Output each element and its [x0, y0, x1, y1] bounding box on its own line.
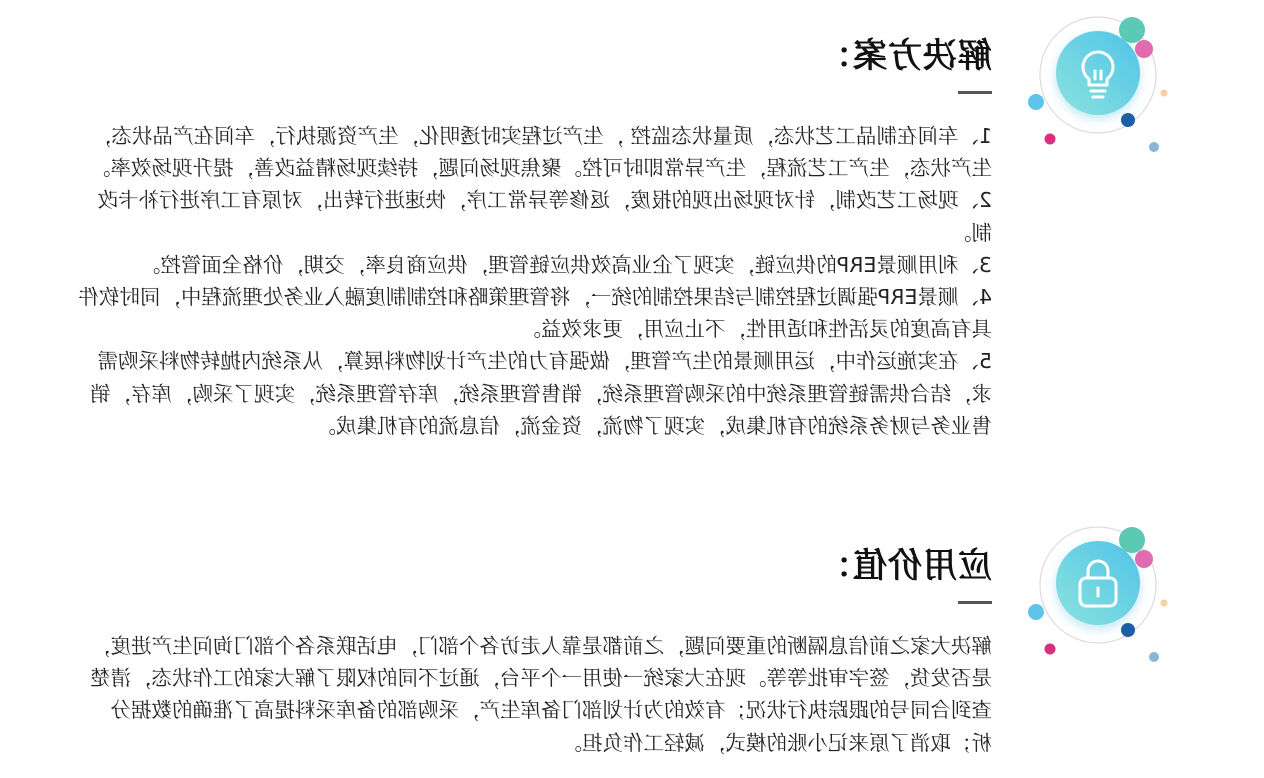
heading-divider: [958, 601, 992, 604]
section-heading: 应用价值：: [817, 546, 992, 586]
paragraph: 5、在实施运作中，运用顺景的生产管理，做强有力的生产计划物料展算，从系统内抛转物料采购需求，结合供需链管理系统中的采购管理系统，销售管理系统，库存管理系统，实现了采购，库存，销售业务与财务系统的有机集成，实现了物流，资金流，信息流的有机集成。: [90, 349, 992, 438]
value-section: [0, 510, 1264, 778]
lightbulb-icon: [1014, 12, 1174, 162]
heading-divider: [958, 91, 992, 94]
section-heading: 解决方案：: [817, 36, 992, 76]
section-body: [72, 120, 992, 442]
paragraph: 4、顺景ERP强调过程控制与结果控制的统一，将管理策略和控制制度融入业务处理流程中，同时软件具有高度的灵活性和适用性，不止应用，更求效益。: [78, 285, 992, 342]
paragraph: 3、利用顺景ERP的供应链，实现了企业高效供应链管理，供应商良率，交期，价格全面管控。: [139, 252, 992, 277]
paragraph: 解决大家之前信息隔断的重要问题，之前都是靠人走访各个部门，电话联系各个部门询问生产进度，是否发货，签字审批等等。现在大家统一使用一个平台，通过不同的权限了解大家的工作状态，清楚查到合同号的跟踪执行状况；有效的为计划部门备库生产，采购部的备库采料提高了准确的数据分析；取消了原来记小账的模式，减轻工作负担。: [90, 634, 992, 755]
lock-icon: [1014, 522, 1174, 672]
paragraph: 1、车间在制品工艺状态，质量状态监控 ，生产过程实时透明化，生产资源执行，车间在产品状态，生产状态，生产工艺流程，生产异常即时可控。聚焦现场问题，持续现场精益改善，提升现场效率。: [90, 124, 992, 181]
section-body: [72, 630, 992, 759]
paragraph: 2、现场工艺改制，针对现场出现的报废，返修等异常工序，快速进行转出，对原有工序进行补卡改制。: [97, 188, 992, 245]
